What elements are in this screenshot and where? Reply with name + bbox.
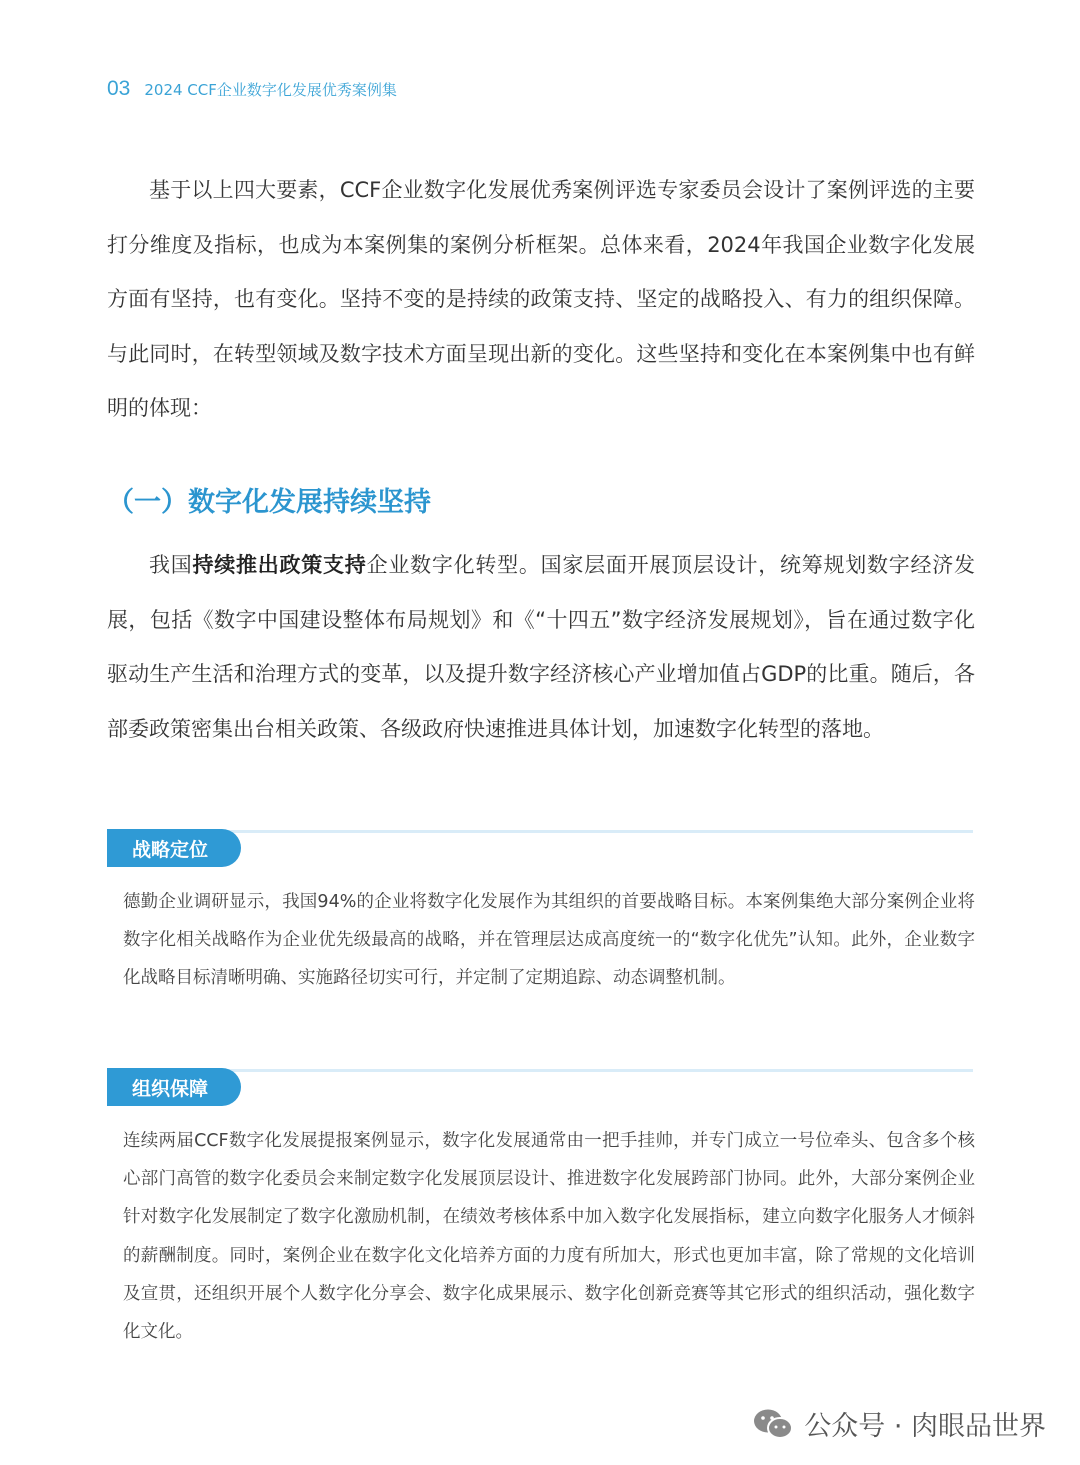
intro-paragraph: 基于以上四大要素，CCF企业数字化发展优秀案例评选专家委员会设计了案例评选的主要打分维度及指标，也成为本案例集的案例分析框架。总体来看，2024年我国企业数字化发展方面有坚持，也有变化。坚持不变的是持续的政策支持、坚定的战略投入、有力的组织保障。与此同时，在转型领域及数字技术方面呈现出新的变化。这些坚持和变化在本案例集中也有鲜明的体现： bbox=[107, 178, 975, 421]
organization-paragraph: 连续两届CCF数字化发展提报案例显示，数字化发展通常由一把手挂帅，并专门成立一号位牵头、包含多个核心部门高管的数字化委员会来制定数字化发展顶层设计、推进数字化发展跨部门协同。此外，大部分案例企业针对数字化发展制定了数字化激励机制，在绩效考核体系中加入数字化发展指标，建立向数字化服务人才倾斜的薪酬制度。同时，案例企业在数字化文化培养方面的力度有所加大，形式也更加丰富，除了常规的文化培训及宣贯，还组织开展个人数字化分享会、数字化成果展示、数字化创新竞赛等其它形式的组织活动，强化数字化文化。 bbox=[123, 1131, 975, 1343]
wechat-icon bbox=[752, 1407, 794, 1441]
section-para-rest: 企业数字化转型。国家层面开展顶层设计，统筹规划数字经济发展，包括《数字中国建设整体布局规划》和《“十四五”数字经济发展规划》，旨在通过数字化驱动生产生活和治理方式的变革，以及提升数字经济核心产业增加值占GDP的比重。随后，各部委政策密集出台相关政策、各级政府快速推进具体计划，加速数字化转型的落地。 bbox=[107, 553, 976, 741]
watermark-text: 公众号 · 肉眼品世界 bbox=[804, 1411, 1046, 1442]
page-header bbox=[107, 76, 397, 102]
section-para-bold: 持续推出政策支持 bbox=[192, 553, 367, 577]
organization-tag: 组织保障 bbox=[107, 1068, 241, 1106]
strategy-tag: 战略定位 bbox=[107, 829, 241, 867]
page-number: 03 bbox=[107, 77, 131, 100]
strategy-tag-row bbox=[107, 829, 973, 867]
document-title: 2024 CCF企业数字化发展优秀案例集 bbox=[144, 80, 397, 99]
section-para-prefix: 我国 bbox=[149, 553, 193, 577]
divider-line bbox=[107, 830, 973, 833]
divider-line bbox=[107, 1069, 973, 1072]
section-heading: （一）数字化发展持续坚持 bbox=[107, 487, 431, 518]
strategy-paragraph: 德勤企业调研显示，我国94%的企业将数字化发展作为其组织的首要战略目标。本案例集绝大部分案例企业将数字化相关战略作为企业优先级最高的战略，并在管理层达成高度统一的“数字化优先”认知。此外，企业数字化战略目标清晰明确、实施路径切实可行，并定制了定期追踪、动态调整机制。 bbox=[123, 892, 975, 989]
watermark-footer bbox=[752, 1404, 1046, 1443]
organization-tag-row bbox=[107, 1068, 973, 1106]
section-paragraph bbox=[107, 538, 975, 756]
